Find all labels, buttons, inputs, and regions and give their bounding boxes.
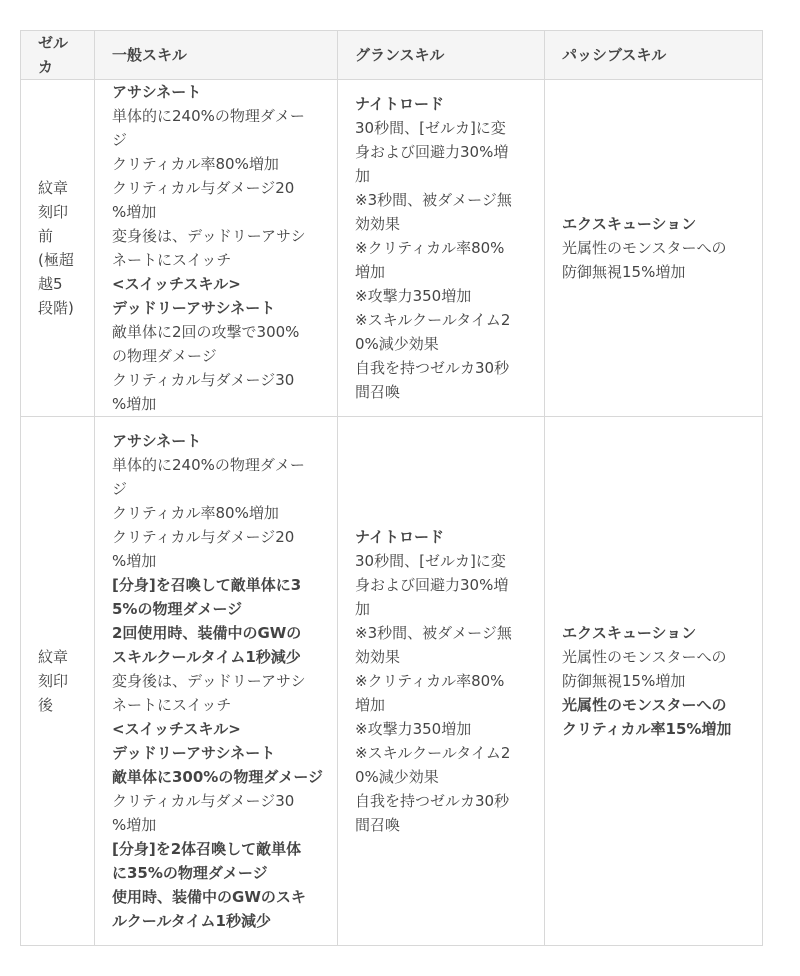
skill-line: 自我を持つゼルカ30秒 間召喚 — [355, 359, 510, 401]
table-row-before-engrave — [21, 80, 763, 417]
skill-line: ※スキルクールタイム2 0%減少効果 — [355, 744, 511, 786]
row-label: 紋章 刻印 前 (極超 越5 段階) — [21, 80, 95, 417]
skill-line: クリティカル与ダメージ30 %増加 — [112, 371, 295, 413]
skill-table — [20, 30, 763, 946]
skill-line: ナイトロード — [355, 528, 444, 546]
skill-line: クリティカル率80%増加 — [112, 504, 279, 522]
skill-line: ※攻撃力350増加 — [355, 287, 472, 305]
table-row-after-engrave — [21, 417, 763, 946]
skill-line: 変身後は、デッドリーアサシ ネートにスイッチ — [112, 672, 306, 714]
header-general-skill: 一般スキル — [95, 31, 338, 80]
skill-line: 敵単体に300%の物理ダメージ — [112, 768, 324, 786]
skill-line: デッドリーアサシネート — [112, 744, 276, 762]
skill-line: 使用時、装備中のGWのスキ ルクールタイム1秒減少 — [112, 888, 306, 930]
header-zeruka: ゼル カ — [21, 31, 95, 80]
skill-line: 敵単体に2回の攻撃で300% の物理ダメージ — [112, 323, 300, 365]
skill-line: クリティカル与ダメージ20 %増加 — [112, 528, 295, 570]
general-skill-cell — [95, 417, 338, 946]
row-label: 紋章 刻印 後 — [21, 417, 95, 946]
header-gran-skill: グランスキル — [338, 31, 545, 80]
passive-skill-cell — [545, 417, 763, 946]
skill-line: アサシネート — [112, 83, 202, 101]
header-passive-skill: パッシブスキル — [545, 31, 763, 80]
skill-line: 変身後は、デッドリーアサシ ネートにスイッチ — [112, 227, 306, 269]
skill-line: 単体的に240%の物理ダメー ジ — [112, 107, 305, 149]
skill-line: [分身]を召喚して敵単体に3 5%の物理ダメージ — [112, 576, 302, 618]
skill-line: 単体的に240%の物理ダメー ジ — [112, 456, 305, 498]
gran-skill-cell — [338, 80, 545, 417]
skill-line: エクスキューション — [562, 624, 697, 642]
skill-line: クリティカル率80%増加 — [112, 155, 279, 173]
skill-line: クリティカル与ダメージ30 %増加 — [112, 792, 295, 834]
skill-line: <スイッチスキル> — [112, 720, 241, 738]
header-row — [21, 31, 763, 80]
skill-line: 30秒間、[ゼルカ]に変 身および回避力30%増 加 — [355, 119, 509, 185]
skill-line: 光属性のモンスターへの クリティカル率15%増加 — [562, 696, 732, 738]
skill-line: [分身]を2体召喚して敵単体 に35%の物理ダメージ — [112, 840, 302, 882]
gran-skill-cell — [338, 417, 545, 946]
skill-line: <スイッチスキル> — [112, 275, 241, 293]
skill-line: エクスキューション — [562, 215, 697, 233]
skill-line: クリティカル与ダメージ20 %増加 — [112, 179, 295, 221]
skill-line: ※クリティカル率80% 増加 — [355, 672, 505, 714]
skill-line: ナイトロード — [355, 95, 444, 113]
skill-line: ※攻撃力350増加 — [355, 720, 472, 738]
passive-skill-cell — [545, 80, 763, 417]
skill-line: アサシネート — [112, 432, 202, 450]
skill-line: 光属性のモンスターへの 防御無視15%増加 — [562, 239, 727, 281]
skill-line: 光属性のモンスターへの 防御無視15%増加 — [562, 648, 727, 690]
skill-line: デッドリーアサシネート — [112, 299, 276, 317]
skill-line: ※3秒間、被ダメージ無 効効果 — [355, 624, 512, 666]
skill-line: ※3秒間、被ダメージ無 効効果 — [355, 191, 512, 233]
skill-line: ※クリティカル率80% 増加 — [355, 239, 505, 281]
skill-line: 自我を持つゼルカ30秒 間召喚 — [355, 792, 510, 834]
skill-line: ※スキルクールタイム2 0%減少効果 — [355, 311, 511, 353]
general-skill-cell — [95, 80, 338, 417]
skill-line: 2回使用時、装備中のGWの スキルクールタイム1秒減少 — [112, 624, 302, 666]
skill-line: 30秒間、[ゼルカ]に変 身および回避力30%増 加 — [355, 552, 509, 618]
